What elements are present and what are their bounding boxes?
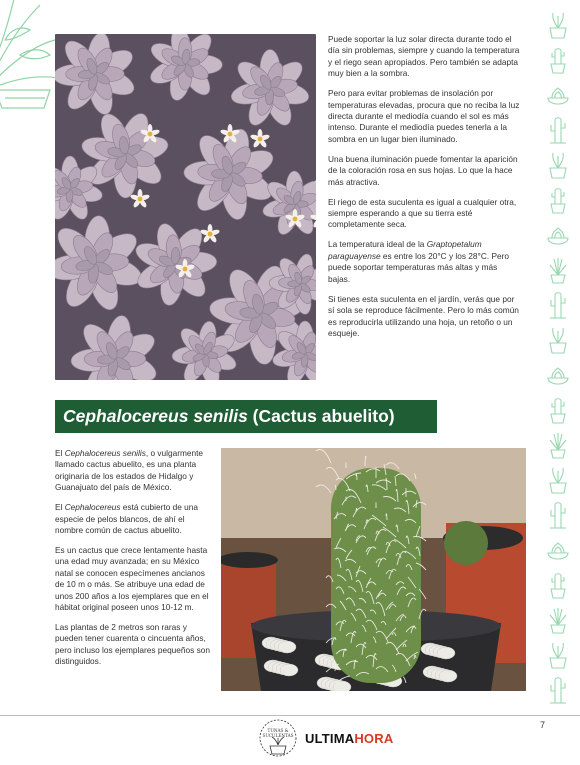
- cactus-pot-icon: [544, 45, 572, 75]
- cactus-pot-icon: [544, 185, 572, 215]
- paragraph-text: La temperatura ideal de la: [328, 239, 427, 250]
- care-paragraph: Una buena iluminación puede fomentar la aparición de la coloración rosa en sus hojas. Lo que la hace más atractiva.: [328, 153, 518, 187]
- paragraph-text: El: [55, 448, 65, 458]
- scientific-name: Cephalocereus: [64, 502, 121, 513]
- succulent-bowl-icon: [544, 220, 572, 250]
- paragraph-text: El: [55, 502, 65, 513]
- footer-divider: [0, 715, 580, 716]
- cactus-icon: [544, 675, 572, 705]
- section-title-common: (Cactus abuelito): [247, 406, 395, 426]
- cactus-icon: [544, 500, 572, 530]
- aloe-icon: [544, 255, 572, 285]
- cactus-paragraph: [55, 448, 213, 494]
- page-number: 7: [540, 720, 546, 730]
- brand-part1: ULTIMA: [305, 731, 355, 746]
- section-title: [55, 400, 437, 433]
- ultimahora-brand: [305, 731, 393, 746]
- cactus-icon: [544, 290, 572, 320]
- paragraph-text: está cubierto de una especie de pelos blancos, de ahí el nombre común de cactus abuelito.: [55, 502, 198, 536]
- aloe-icon: [544, 430, 572, 460]
- cactus-text-column: [55, 448, 213, 676]
- cactus-pot-icon: [544, 395, 572, 425]
- section-title-scientific: Cephalocereus senilis: [63, 406, 248, 426]
- care-paragraph: Si tienes esta suculenta en el jardín, verás que por sí sola se reproduce fácilmente. Pero lo más común es reproducirla utilizando una hoja, un retoño o un esqueje.: [328, 293, 519, 338]
- graptopetalum-photo: [55, 34, 316, 380]
- potted-plant-icon: [544, 10, 572, 40]
- cactus-abuelito-photo: [221, 448, 526, 691]
- cactus-icon: [544, 115, 572, 145]
- potted-plant-icon: [544, 325, 572, 355]
- cactus-paragraph: Las plantas de 2 metros son raras y pueden tener cuarenta o cincuenta años, pero incluso los ejemplares pequeños son distinguidos.: [55, 622, 210, 667]
- potted-plant-icon: [544, 465, 572, 495]
- svg-text:SUCULENTAS: SUCULENTAS: [262, 733, 294, 738]
- paragraph-text: es entre los 20°C y los 28°C. Pero puede soportar temperaturas más altas y más bajas.: [328, 250, 509, 284]
- svg-text:TUNAS &: TUNAS &: [267, 728, 289, 733]
- care-paragraph: Pero para evitar problemas de insolación por temperaturas elevadas, procura que no reciba la luz directa durante el mediodía cuando el sol es más intenso. Durante el mediodía puedes tenerla a la sombra en un lugar bien iluminado.: [328, 88, 520, 144]
- aloe-icon: [544, 605, 572, 635]
- decorative-icon-rail: [536, 0, 580, 720]
- succulent-bowl-icon: [544, 360, 572, 390]
- care-text-column: [328, 34, 520, 348]
- scientific-name: Cephalocereus senilis: [64, 448, 146, 458]
- potted-plant-icon: [544, 150, 572, 180]
- cactus-paragraph: Es un cactus que crece lentamente hasta una edad muy avanzada; en su México natal se conocen especímenes ancianos de 10 m o más. Se atribuye una edad de unos 200 años a los ejemplares que en el hábitat original poseen unos 10-12 m.: [55, 545, 209, 613]
- succulent-line-art-icon: [0, 0, 58, 110]
- succulent-bowl-icon: [544, 80, 572, 110]
- cactus-paragraph: [55, 502, 213, 536]
- care-paragraph: [328, 239, 520, 285]
- succulent-bowl-icon: [544, 535, 572, 565]
- tunas-suculentas-logo: [258, 718, 298, 758]
- scientific-name: Graptopetalum paraguayense: [328, 239, 482, 261]
- paragraph-text: , o vulgarmente llamado cactus abuelito, es una planta originaria de los estados de Hidalgo y Guanajuato del país de México.: [55, 448, 204, 493]
- care-paragraph: Puede soportar la luz solar directa durante todo el día sin problemas, siempre y cuando la temperatura y el riego sean apropiados. Pero también se adapta muy bien a la sombra.: [328, 34, 520, 79]
- brand-part2: HORA: [354, 731, 394, 746]
- cactus-pot-icon: [544, 570, 572, 600]
- care-paragraph: El riego de esta suculenta es igual a cualquier otra, siempre esperando a que su tierra esté completamente seca.: [328, 196, 517, 230]
- potted-plant-icon: [544, 640, 572, 670]
